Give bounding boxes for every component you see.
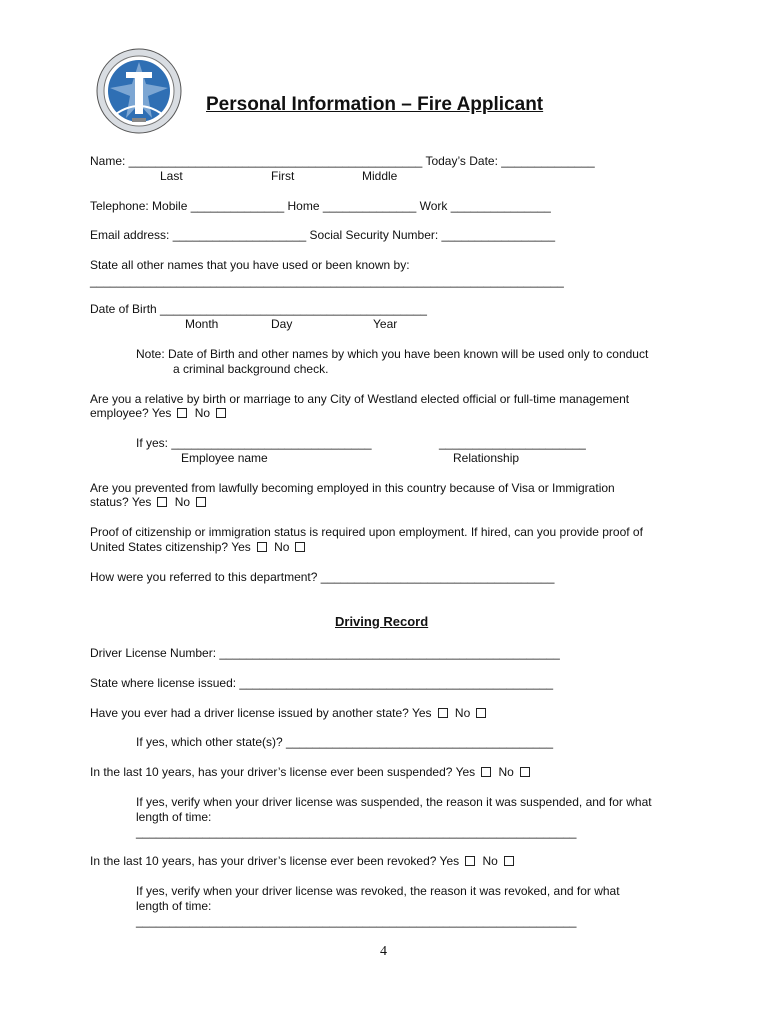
suspended-question-text: In the last 10 years, has your driver’s license ever been suspended? [90, 765, 453, 779]
suspended-yes-label: Yes [455, 765, 476, 779]
citizenship-question-prefix: United States citizenship? [90, 540, 229, 554]
page-title: Personal Information – Fire Applicant [206, 94, 544, 115]
suspended-no-label: No [498, 765, 514, 779]
visa-no-label: No [174, 495, 191, 509]
revoked-no-label: No [482, 854, 498, 868]
name-line: Name: ____________________________________________ Today’s Date: ______________ [90, 154, 595, 168]
other-state-yes-checkbox[interactable] [438, 708, 448, 718]
relative-question-1: Are you a relative by birth or marriage to any City of Westland elected official or full-time management [90, 392, 630, 406]
relative-yes-label: Yes [151, 406, 172, 420]
citizenship-no-label: No [274, 540, 290, 554]
note-line-2: a criminal background check. [173, 362, 329, 376]
other-state-no-checkbox[interactable] [476, 708, 486, 718]
relationship-label: Relationship [453, 451, 520, 465]
citizenship-yes-label: Yes [231, 540, 251, 554]
dob-day-label: Day [271, 317, 293, 331]
suspended-answer-line: __________________________________________________________________ [136, 825, 577, 839]
suspended-ifyes-1: If yes, verify when your driver license was suspended, the reason it was suspended, and for what [136, 795, 652, 809]
employee-name-label: Employee name [181, 451, 268, 465]
page-number: 4 [380, 944, 387, 959]
dob-year-label: Year [373, 317, 398, 331]
suspended-no-checkbox[interactable] [520, 767, 530, 777]
revoked-no-checkbox[interactable] [504, 856, 514, 866]
other-state-question [90, 706, 490, 721]
visa-yes-label: Yes [131, 495, 152, 509]
other-state-ifyes-line: If yes, which other state(s)? ________________________________________ [136, 735, 554, 749]
relative-question-2 [90, 406, 230, 421]
state-issued-line: State where license issued: _______________________________________________ [90, 676, 554, 690]
name-first-label: First [271, 169, 295, 183]
citizenship-question-1: Proof of citizenship or immigration status is required upon employment. If hired, can you provide proof of [90, 525, 643, 539]
other-state-no-label: No [454, 706, 471, 720]
relative-yes-checkbox[interactable] [177, 408, 187, 418]
other-names-line: _______________________________________________________________________ [90, 274, 564, 288]
revoked-answer-line: __________________________________________________________________ [136, 914, 577, 928]
suspended-question [90, 765, 534, 780]
name-middle-label: Middle [362, 169, 398, 183]
citizenship-no-checkbox[interactable] [295, 542, 305, 552]
revoked-ifyes-1: If yes, verify when your driver license was revoked, the reason it was revoked, and for what [136, 884, 620, 898]
relative-no-checkbox[interactable] [216, 408, 226, 418]
other-state-question-text: Have you ever had a driver license issued by another state? [90, 706, 409, 720]
relative-relationship-line: ______________________ [439, 436, 586, 450]
referred-line: How were you referred to this department? ___________________________________ [90, 570, 555, 584]
city-seal-logo [96, 48, 182, 134]
revoked-yes-checkbox[interactable] [465, 856, 475, 866]
relative-no-label: No [194, 406, 211, 420]
citizenship-question-2 [90, 540, 309, 555]
suspended-yes-checkbox[interactable] [481, 767, 491, 777]
telephone-line: Telephone: Mobile ______________ Home ______________ Work _______________ [90, 199, 551, 213]
dob-line: Date of Birth ________________________________________ [90, 302, 427, 316]
visa-question-2 [90, 495, 210, 510]
note-line-1: Note: Date of Birth and other names by which you have been known will be used only to conduct [136, 347, 649, 361]
visa-question-1: Are you prevented from lawfully becoming employed in this country because of Visa or Immigration [90, 481, 615, 495]
suspended-ifyes-2: length of time: [136, 810, 212, 824]
driving-record-heading: Driving Record [335, 614, 429, 629]
revoked-yes-label: Yes [439, 854, 460, 868]
dob-month-label: Month [185, 317, 219, 331]
name-last-label: Last [160, 169, 183, 183]
revoked-ifyes-2: length of time: [136, 899, 212, 913]
relative-question-prefix: employee? [90, 406, 149, 420]
citizenship-yes-checkbox[interactable] [257, 542, 267, 552]
license-number-line: Driver License Number: ___________________________________________________ [90, 646, 560, 660]
other-names-question: State all other names that you have used or been known by: [90, 258, 410, 272]
visa-question-prefix: status? [90, 495, 129, 509]
visa-yes-checkbox[interactable] [157, 497, 167, 507]
email-ssn-line: Email address: ____________________ Social Security Number: _________________ [90, 228, 556, 242]
revoked-question-text: In the last 10 years, has your driver’s license ever been revoked? [90, 854, 437, 868]
other-state-yes-label: Yes [411, 706, 432, 720]
revoked-question [90, 854, 518, 869]
relative-ifyes-line: If yes: ______________________________ [136, 436, 372, 450]
visa-no-checkbox[interactable] [196, 497, 206, 507]
